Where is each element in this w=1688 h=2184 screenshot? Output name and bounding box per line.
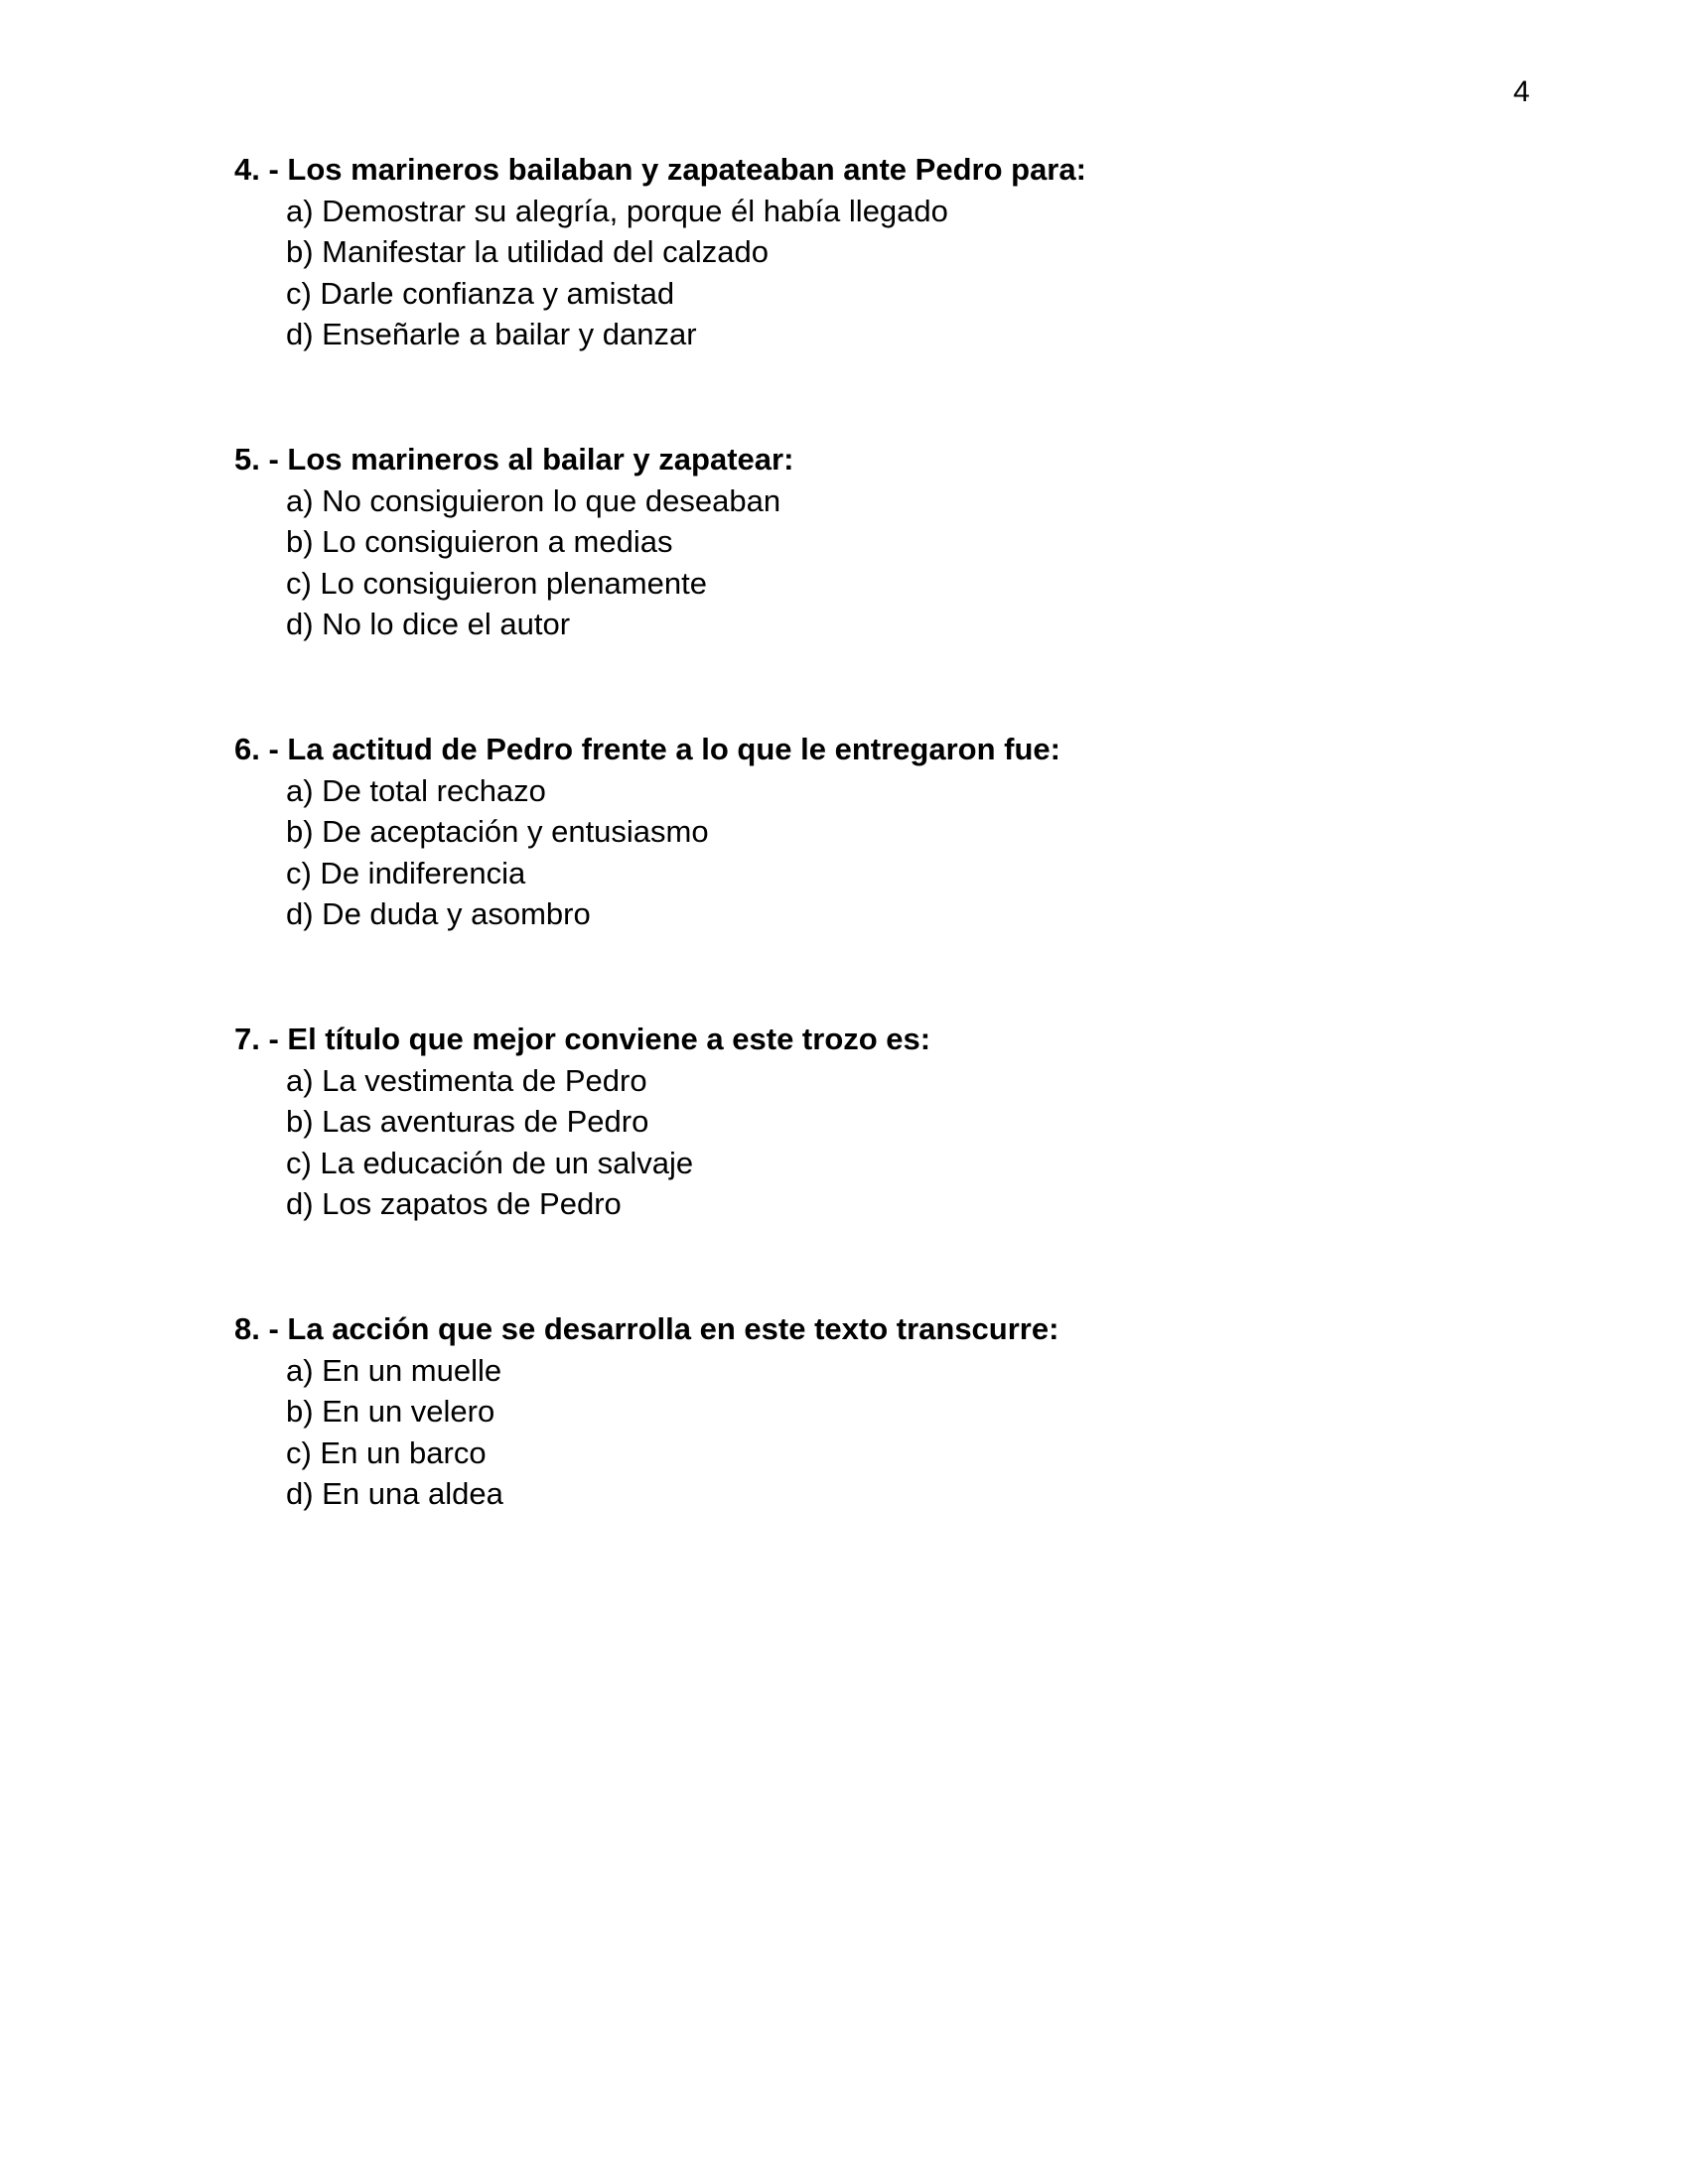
question-7 (234, 1019, 1525, 1308)
option-b: b) Las aventuras de Pedro (286, 1104, 649, 1140)
question-4 (234, 149, 1525, 439)
question-title: 7. - El título que mejor conviene a este trozo es: (234, 1022, 931, 1056)
option-a: a) De total rechazo (286, 772, 546, 808)
question-5 (234, 439, 1525, 729)
option-a: a) Demostrar su alegría, porque él había llegado (286, 193, 948, 228)
option-c: c) La educación de un salvaje (286, 1145, 694, 1180)
question-8 (234, 1308, 1525, 1598)
option-list (234, 770, 1525, 935)
option-b: b) Manifestar la utilidad del calzado (286, 234, 769, 270)
option-d: d) Los zapatos de Pedro (286, 1186, 622, 1222)
option-list (234, 191, 1525, 355)
option-list (234, 480, 1525, 645)
page-number: 4 (1513, 75, 1530, 108)
question-6 (234, 729, 1525, 1019)
question-title: 8. - La acción que se desarrolla en este texto transcurre: (234, 1311, 1059, 1346)
question-title: 4. - Los marineros bailaban y zapateaban ante Pedro para: (234, 152, 1086, 187)
option-list (234, 1350, 1525, 1515)
option-c: c) En un barco (286, 1434, 487, 1470)
option-d: d) De duda y asombro (286, 896, 591, 932)
option-c: c) Darle confianza y amistad (286, 275, 675, 311)
question-title: 6. - La actitud de Pedro frente a lo que le entregaron fue: (234, 732, 1060, 766)
option-d: d) Enseñarle a bailar y danzar (286, 317, 697, 352)
option-b: b) De aceptación y entusiasmo (286, 814, 709, 850)
option-d: d) No lo dice el autor (286, 607, 571, 642)
option-c: c) Lo consiguieron plenamente (286, 565, 707, 601)
question-list (234, 149, 1525, 1598)
option-d: d) En una aldea (286, 1476, 503, 1512)
option-b: b) En un velero (286, 1394, 495, 1430)
option-a: a) La vestimenta de Pedro (286, 1062, 647, 1098)
option-c: c) De indiferencia (286, 855, 526, 890)
question-title: 5. - Los marineros al bailar y zapatear: (234, 442, 794, 477)
option-a: a) En un muelle (286, 1352, 502, 1388)
option-a: a) No consiguieron lo que deseaban (286, 482, 781, 518)
option-b: b) Lo consiguieron a medias (286, 524, 673, 560)
option-list (234, 1060, 1525, 1225)
